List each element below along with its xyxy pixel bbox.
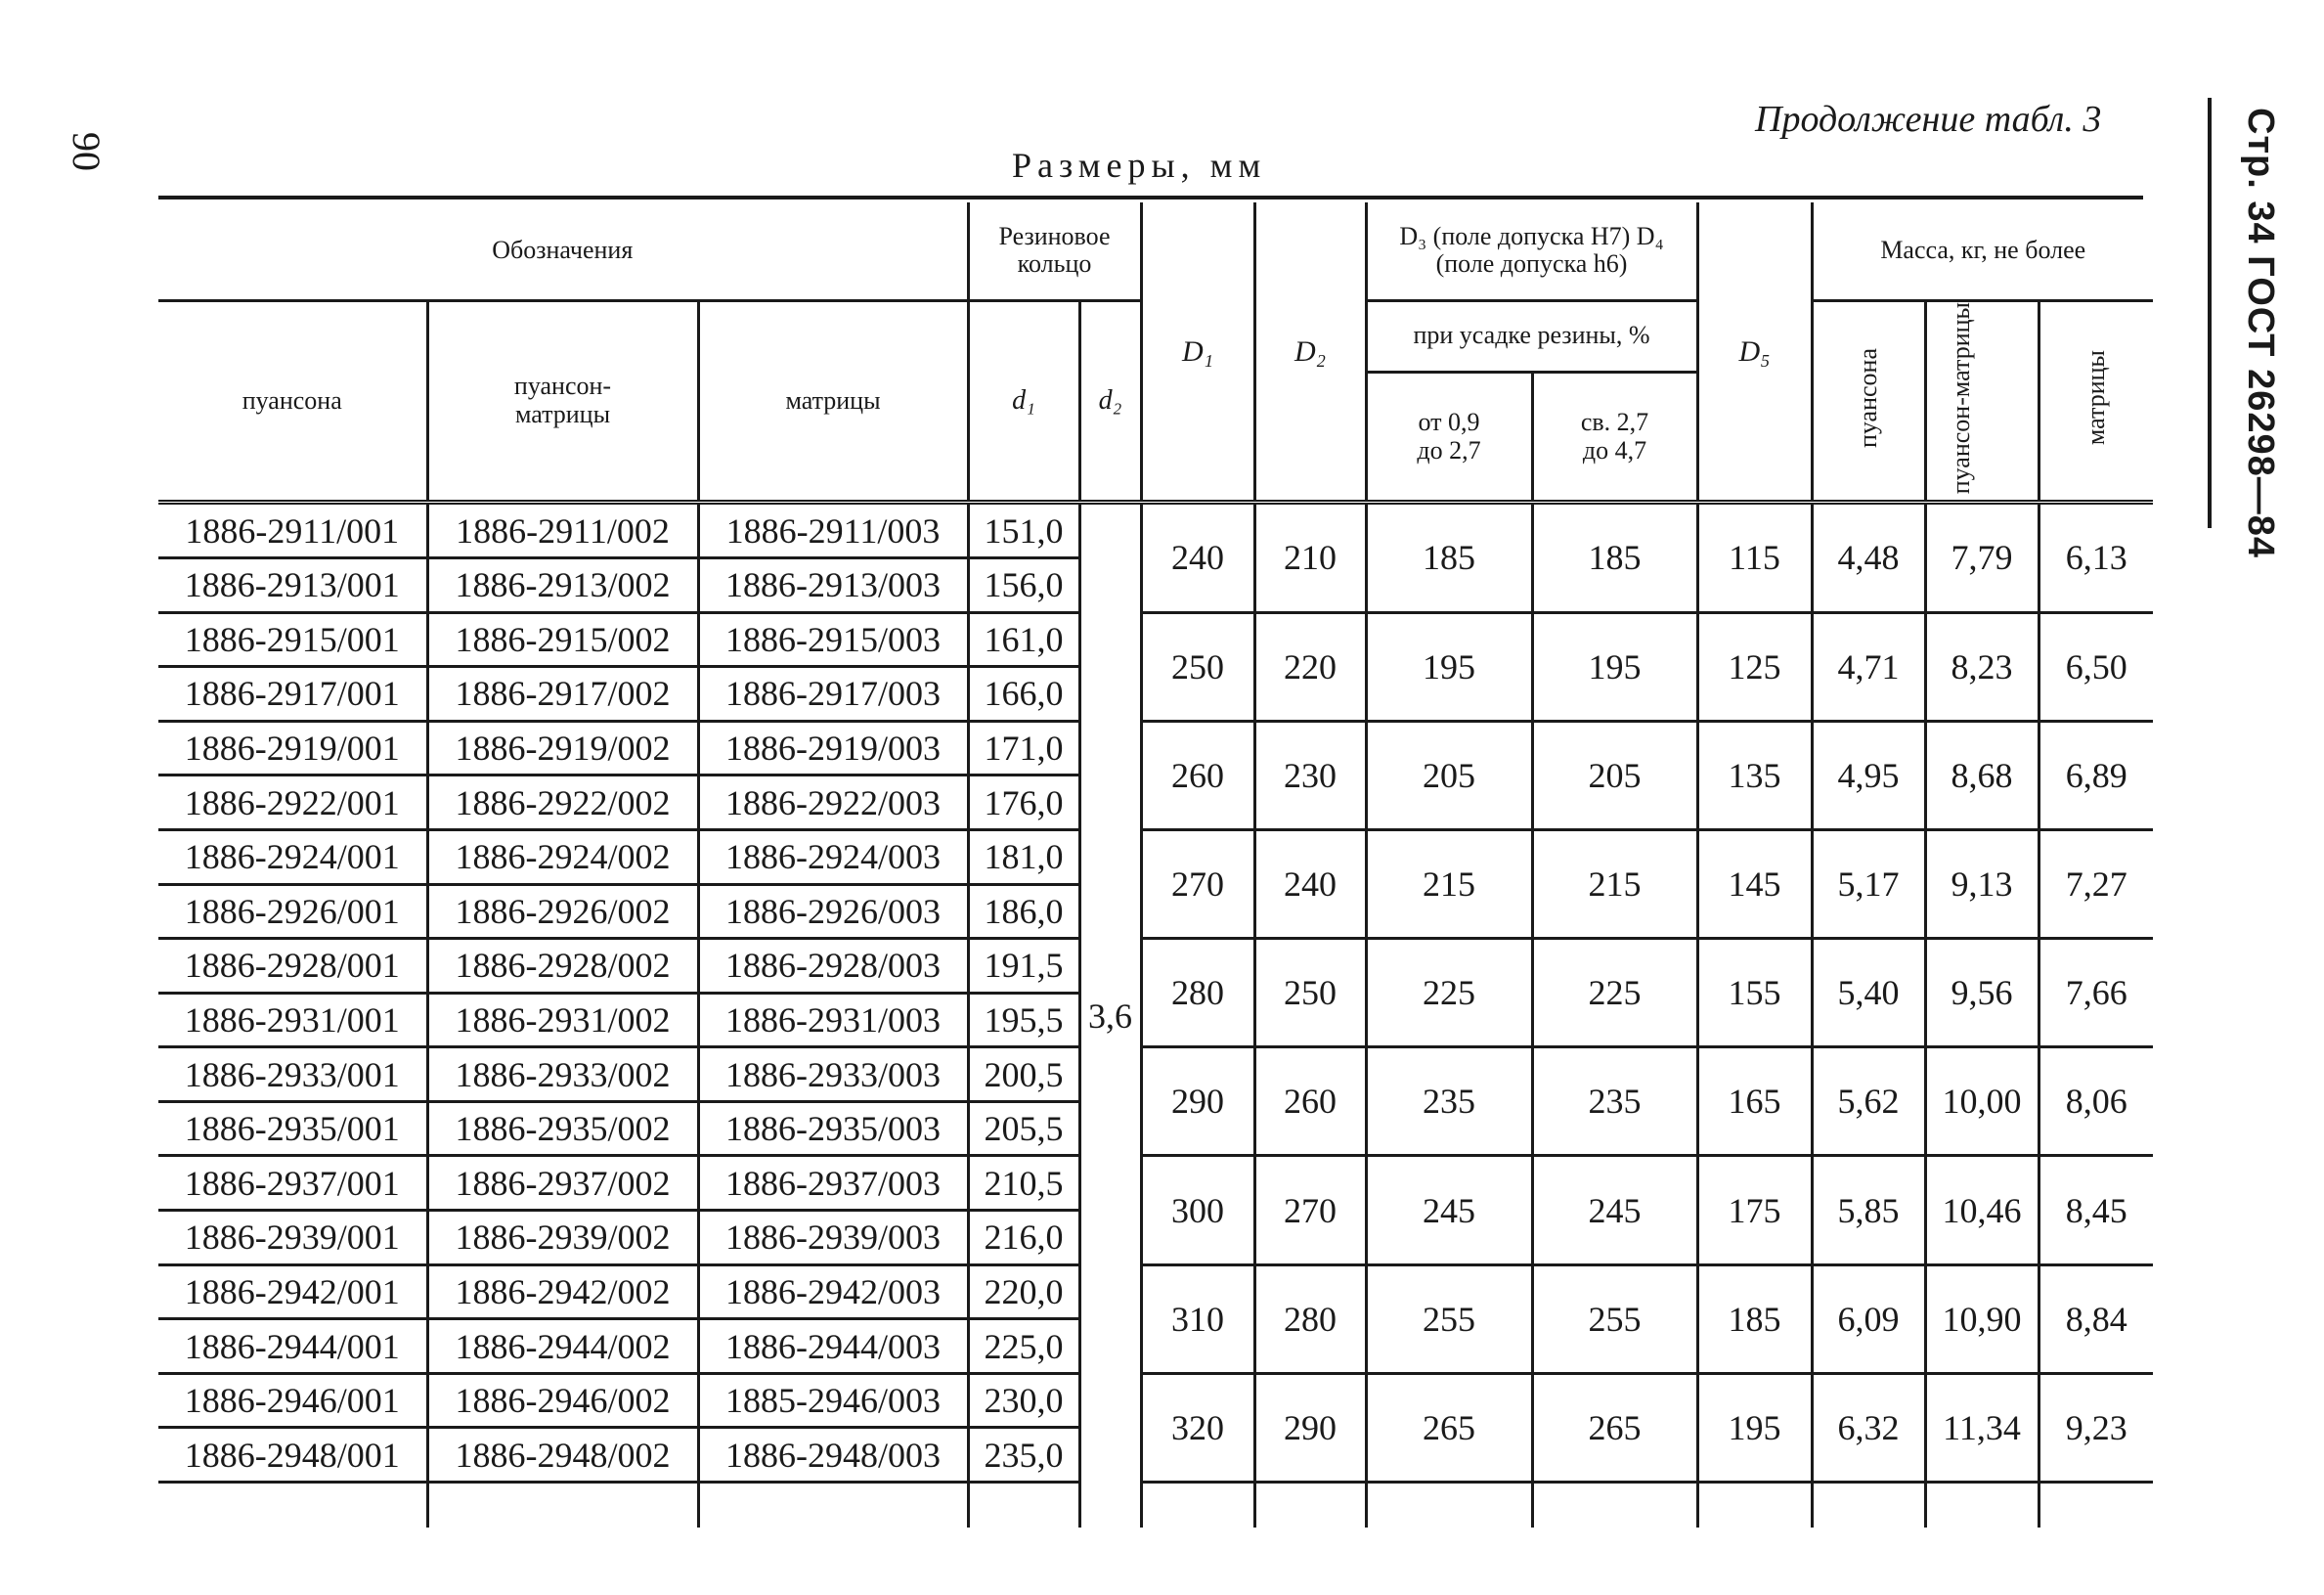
- cell-m3: 6,13: [2039, 503, 2153, 612]
- table-row: [158, 939, 2153, 994]
- cell-punch: 1886-2942/001: [158, 1264, 427, 1319]
- cell-r2: 245: [1532, 1156, 1697, 1264]
- cell-m1: 6,09: [1812, 1264, 1925, 1373]
- empty-cell: [1812, 1483, 1925, 1529]
- cell-punch: 1886-2922/001: [158, 775, 427, 830]
- cell-r2: 265: [1532, 1373, 1697, 1482]
- cell-punch: 1886-2919/001: [158, 721, 427, 775]
- cell-punch: 1886-2948/001: [158, 1428, 427, 1483]
- cell-D5: 135: [1697, 721, 1812, 829]
- header-range-1: от 0,9 до 2,7: [1366, 372, 1532, 502]
- cell-r1: 185: [1366, 503, 1532, 612]
- empty-cell: [158, 1483, 427, 1529]
- empty-cell: [427, 1483, 698, 1529]
- cell-punch-die: 1886-2946/002: [427, 1373, 698, 1428]
- table-tail: [158, 1483, 2153, 1529]
- cell-D5: 145: [1697, 829, 1812, 938]
- cell-punch: 1886-2944/001: [158, 1319, 427, 1374]
- cell-D2: 280: [1254, 1264, 1366, 1373]
- header-shrink: при усадке резины, %: [1366, 300, 1697, 372]
- cell-die: 1886-2911/003: [698, 503, 968, 558]
- empty-cell: [1254, 1483, 1366, 1529]
- cell-D1: 310: [1141, 1264, 1254, 1373]
- cell-r1: 195: [1366, 612, 1532, 721]
- cell-d1: 181,0: [968, 829, 1079, 884]
- cell-punch-die: 1886-2928/002: [427, 939, 698, 994]
- cell-m2: 7,79: [1925, 503, 2039, 612]
- header-mass-die-text: матрицы: [2081, 350, 2110, 446]
- cell-m1: 5,40: [1812, 939, 1925, 1047]
- cell-die: 1886-2939/003: [698, 1211, 968, 1265]
- cell-die: 1886-2913/003: [698, 557, 968, 612]
- cell-die: 1886-2937/003: [698, 1156, 968, 1211]
- cell-m2: 9,56: [1925, 939, 2039, 1047]
- cell-punch: 1886-2917/001: [158, 667, 427, 722]
- empty-cell: [2039, 1483, 2153, 1529]
- cell-m2: 10,00: [1925, 1047, 2039, 1156]
- cell-d1: 195,5: [968, 993, 1079, 1047]
- cell-die: 1886-2933/003: [698, 1047, 968, 1102]
- table-row: [158, 1264, 2153, 1319]
- cell-m1: 6,32: [1812, 1373, 1925, 1482]
- cell-punch: 1886-2939/001: [158, 1211, 427, 1265]
- table-row: [158, 1156, 2153, 1211]
- cell-D1: 300: [1141, 1156, 1254, 1264]
- header-die: матрицы: [698, 300, 968, 503]
- header-designations: Обозначения: [158, 202, 968, 300]
- sizes-label: Размеры, мм: [1012, 146, 1267, 185]
- cell-d1: 225,0: [968, 1319, 1079, 1374]
- cell-punch-die: 1886-2942/002: [427, 1264, 698, 1319]
- cell-die: 1886-2926/003: [698, 884, 968, 939]
- header-d1: d₁: [968, 300, 1079, 503]
- top-rule: [158, 196, 2143, 199]
- empty-cell: [1697, 1483, 1812, 1529]
- table-row: [158, 612, 2153, 667]
- header-D2: D₂: [1254, 202, 1366, 503]
- cell-r2: 205: [1532, 721, 1697, 829]
- cell-punch: 1886-2935/001: [158, 1101, 427, 1156]
- cell-D2: 210: [1254, 503, 1366, 612]
- cell-D5: 175: [1697, 1156, 1812, 1264]
- cell-m1: 5,17: [1812, 829, 1925, 938]
- cell-m3: 8,45: [2039, 1156, 2153, 1264]
- header-punch-die: пуансон-матрицы: [427, 300, 698, 503]
- cell-die: 1885-2946/003: [698, 1373, 968, 1428]
- table-body: [158, 503, 2153, 1528]
- cell-punch-die: 1886-2944/002: [427, 1319, 698, 1374]
- cell-m3: 7,27: [2039, 829, 2153, 938]
- cell-m3: 7,66: [2039, 939, 2153, 1047]
- cell-die: 1886-2931/003: [698, 993, 968, 1047]
- empty-cell: [698, 1483, 968, 1529]
- cell-m3: 6,89: [2039, 721, 2153, 829]
- header-mass-punch-text: пуансона: [1853, 347, 1882, 448]
- cell-punch-die: 1886-2939/002: [427, 1211, 698, 1265]
- cell-d2: 3,6: [1079, 503, 1141, 1528]
- cell-m2: 8,68: [1925, 721, 2039, 829]
- header-mass-punch-die: [1925, 300, 2039, 503]
- cell-die: 1886-2948/003: [698, 1428, 968, 1483]
- header-D5: D₅: [1697, 202, 1812, 503]
- cell-r2: 235: [1532, 1047, 1697, 1156]
- cell-D2: 270: [1254, 1156, 1366, 1264]
- cell-die: 1886-2944/003: [698, 1319, 968, 1374]
- table-row: [158, 829, 2153, 884]
- cell-d1: 156,0: [968, 557, 1079, 612]
- header-rubber-ring: Резиновое кольцо: [968, 202, 1141, 300]
- cell-r1: 245: [1366, 1156, 1532, 1264]
- cell-d1: 186,0: [968, 884, 1079, 939]
- cell-m1: 5,85: [1812, 1156, 1925, 1264]
- cell-punch-die: 1886-2919/002: [427, 721, 698, 775]
- empty-cell: [1366, 1483, 1532, 1529]
- cell-D5: 165: [1697, 1047, 1812, 1156]
- side-rule: [2208, 98, 2212, 528]
- cell-punch-die: 1886-2933/002: [427, 1047, 698, 1102]
- cell-punch: 1886-2937/001: [158, 1156, 427, 1211]
- cell-D2: 250: [1254, 939, 1366, 1047]
- cell-d1: 216,0: [968, 1211, 1079, 1265]
- cell-m3: 8,84: [2039, 1264, 2153, 1373]
- cell-r1: 255: [1366, 1264, 1532, 1373]
- cell-m3: 8,06: [2039, 1047, 2153, 1156]
- cell-r1: 225: [1366, 939, 1532, 1047]
- cell-punch-die: 1886-2911/002: [427, 503, 698, 558]
- cell-m2: 8,23: [1925, 612, 2039, 721]
- page-number: 90: [65, 132, 109, 171]
- cell-m1: 4,48: [1812, 503, 1925, 612]
- cell-D2: 260: [1254, 1047, 1366, 1156]
- cell-punch: 1886-2915/001: [158, 612, 427, 667]
- cell-d1: 171,0: [968, 721, 1079, 775]
- cell-D5: 115: [1697, 503, 1812, 612]
- cell-punch-die: 1886-2924/002: [427, 829, 698, 884]
- cell-d1: 161,0: [968, 612, 1079, 667]
- cell-m1: 4,71: [1812, 612, 1925, 721]
- cell-punch: 1886-2933/001: [158, 1047, 427, 1102]
- cell-die: 1886-2942/003: [698, 1264, 968, 1319]
- empty-cell: [1925, 1483, 2039, 1529]
- cell-D2: 240: [1254, 829, 1366, 938]
- cell-r1: 265: [1366, 1373, 1532, 1482]
- header-mass-punch: [1812, 300, 1925, 503]
- cell-die: 1886-2924/003: [698, 829, 968, 884]
- cell-punch: 1886-2924/001: [158, 829, 427, 884]
- cell-punch: 1886-2928/001: [158, 939, 427, 994]
- cell-d1: 230,0: [968, 1373, 1079, 1428]
- header-d2: d₂: [1079, 300, 1141, 503]
- cell-die: 1886-2922/003: [698, 775, 968, 830]
- cell-D5: 155: [1697, 939, 1812, 1047]
- cell-D5: 125: [1697, 612, 1812, 721]
- table-row: [158, 1047, 2153, 1102]
- header-punch: пуансона: [158, 300, 427, 503]
- cell-d1: 220,0: [968, 1264, 1079, 1319]
- cell-m2: 11,34: [1925, 1373, 2039, 1482]
- cell-D1: 250: [1141, 612, 1254, 721]
- cell-m2: 9,13: [1925, 829, 2039, 938]
- cell-d1: 200,5: [968, 1047, 1079, 1102]
- cell-punch-die: 1886-2931/002: [427, 993, 698, 1047]
- cell-punch: 1886-2931/001: [158, 993, 427, 1047]
- cell-punch-die: 1886-2917/002: [427, 667, 698, 722]
- cell-punch: 1886-2926/001: [158, 884, 427, 939]
- cell-D1: 270: [1141, 829, 1254, 938]
- cell-D1: 280: [1141, 939, 1254, 1047]
- empty-cell: [1532, 1483, 1697, 1529]
- cell-m3: 9,23: [2039, 1373, 2153, 1482]
- cell-die: 1886-2917/003: [698, 667, 968, 722]
- cell-D2: 230: [1254, 721, 1366, 829]
- cell-punch-die: 1886-2937/002: [427, 1156, 698, 1211]
- cell-punch-die: 1886-2915/002: [427, 612, 698, 667]
- cell-m2: 10,90: [1925, 1264, 2039, 1373]
- cell-punch: 1886-2911/001: [158, 503, 427, 558]
- cell-D1: 260: [1141, 721, 1254, 829]
- empty-cell: [1141, 1483, 1254, 1529]
- cell-r2: 215: [1532, 829, 1697, 938]
- empty-cell: [968, 1483, 1079, 1529]
- cell-D2: 290: [1254, 1373, 1366, 1482]
- cell-r1: 235: [1366, 1047, 1532, 1156]
- header-D1: D₁: [1141, 202, 1254, 503]
- cell-punch: 1886-2946/001: [158, 1373, 427, 1428]
- header-range-2: св. 2,7 до 4,7: [1532, 372, 1697, 502]
- cell-r2: 195: [1532, 612, 1697, 721]
- cell-m1: 4,95: [1812, 721, 1925, 829]
- cell-m3: 6,50: [2039, 612, 2153, 721]
- header-mass-die: [2039, 300, 2153, 503]
- cell-r1: 205: [1366, 721, 1532, 829]
- cell-D5: 185: [1697, 1264, 1812, 1373]
- cell-d1: 166,0: [968, 667, 1079, 722]
- cell-D2: 220: [1254, 612, 1366, 721]
- cell-m1: 5,62: [1812, 1047, 1925, 1156]
- cell-D5: 195: [1697, 1373, 1812, 1482]
- standard-label: Стр. 34 ГОСТ 26298—84: [2240, 108, 2281, 559]
- cell-punch-die: 1886-2926/002: [427, 884, 698, 939]
- cell-D1: 240: [1141, 503, 1254, 612]
- cell-r1: 215: [1366, 829, 1532, 938]
- cell-d1: 235,0: [968, 1428, 1079, 1483]
- cell-punch-die: 1886-2935/002: [427, 1101, 698, 1156]
- continuation-label: Продолжение табл. 3: [1755, 99, 2102, 140]
- cell-r2: 255: [1532, 1264, 1697, 1373]
- table-row: [158, 721, 2153, 775]
- cell-r2: 185: [1532, 503, 1697, 612]
- dimensions-table: [158, 202, 2153, 1528]
- cell-punch: 1886-2913/001: [158, 557, 427, 612]
- header-mass-punch-die-text: пуансон-матрицы: [1947, 301, 1975, 494]
- cell-d1: 210,5: [968, 1156, 1079, 1211]
- cell-m2: 10,46: [1925, 1156, 2039, 1264]
- cell-d1: 176,0: [968, 775, 1079, 830]
- cell-punch-die: 1886-2913/002: [427, 557, 698, 612]
- cell-r2: 225: [1532, 939, 1697, 1047]
- cell-die: 1886-2928/003: [698, 939, 968, 994]
- header-D3D4: D₃ (поле допуска H7) D₄ (поле допуска h6): [1366, 202, 1697, 300]
- table-row: [158, 1373, 2153, 1428]
- cell-D1: 320: [1141, 1373, 1254, 1482]
- cell-die: 1886-2935/003: [698, 1101, 968, 1156]
- cell-punch-die: 1886-2948/002: [427, 1428, 698, 1483]
- header-mass: Масса, кг, не более: [1812, 202, 2153, 300]
- table-row: [158, 503, 2153, 558]
- cell-punch-die: 1886-2922/002: [427, 775, 698, 830]
- cell-die: 1886-2919/003: [698, 721, 968, 775]
- cell-D1: 290: [1141, 1047, 1254, 1156]
- cell-die: 1886-2915/003: [698, 612, 968, 667]
- cell-d1: 205,5: [968, 1101, 1079, 1156]
- cell-d1: 191,5: [968, 939, 1079, 994]
- cell-d1: 151,0: [968, 503, 1079, 558]
